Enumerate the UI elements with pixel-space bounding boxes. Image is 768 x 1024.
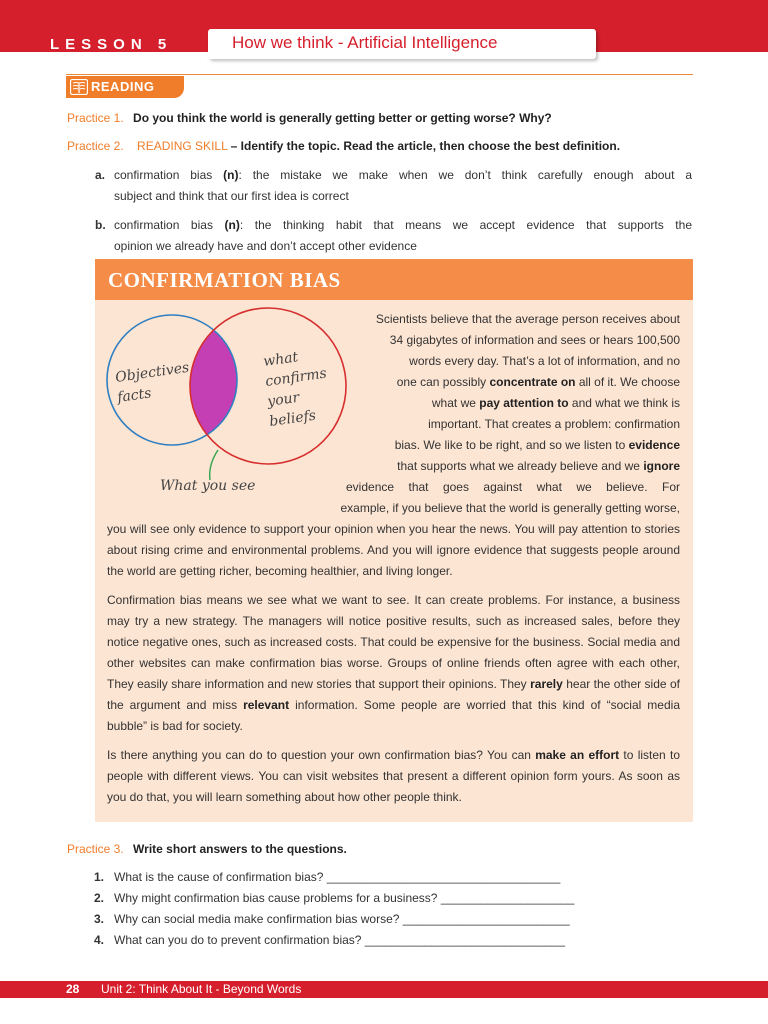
question-3[interactable] <box>94 912 570 926</box>
option-b-term: confirmation bias <box>114 218 225 232</box>
practice-2-prompt: – Identify the topic. Read the article, then choose the best definition. <box>230 139 621 153</box>
article-paragraph-2: Confirmation bias means we see what we want to see. It can create problems. For instance, a business may try a new strategy. The managers will notice positive results, such as increased sales, before they notice negative ones, such as increased costs. That could be expensive for the business. Social media and other websites can make confirmation bias worse. Groups of online friends often agree with each other, They easily share information and new stories that support their opinions. They rarely hear the other side of the argument and miss relevant information. Some people are worried that this kind of “social media bubble” is bad for society. <box>107 593 680 733</box>
article-paragraph-3: Is there anything you can do to question your own confirmation bias? You can make an effort to listen to people with different views. You can visit websites that present a different opinion form yours. As soon as you do that, you will learn something about how other people think. <box>107 748 680 804</box>
p1-line-9: evidence that goes against what we believe. For <box>346 480 680 494</box>
practice-3-prompt: Write short answers to the questions. <box>133 842 347 856</box>
p1-line-6: important. That creates a problem: confirmation <box>428 417 680 431</box>
option-a-line2: subject and think that our first idea is correct <box>114 189 349 203</box>
p1-line-5: what we pay attention to and what we think is <box>431 396 680 410</box>
section-rule <box>66 74 693 75</box>
book-icon <box>70 79 88 95</box>
p1-line-10: example, if you believe that the world is generally getting worse, <box>340 501 680 515</box>
question-2-text: Why might confirmation bias cause problems for a business? ____________________ <box>114 891 575 905</box>
p1-line-2: 34 gigabytes of information and sees or hears 100,500 <box>389 333 680 347</box>
question-2[interactable] <box>94 891 574 905</box>
reading-label: READING <box>91 79 155 94</box>
venn-right-label-1: what <box>262 349 300 370</box>
question-4[interactable] <box>94 933 565 947</box>
option-b-letter: b. <box>95 218 106 232</box>
option-b-pos: (n) <box>224 218 240 232</box>
lesson-title: How we think - Artificial Intelligence <box>232 33 498 52</box>
reading-badge <box>66 76 184 98</box>
practice-3 <box>67 842 347 856</box>
venn-bottom-label: What you see <box>160 478 256 494</box>
venn-left-label-1: Objectives <box>114 359 191 386</box>
p1-rest: you will see only evidence to support your opinion when you hear the news. You will pay attention to stories about rising crime and environmental problems. And you will ignore evidence that suggests people around the world are getting richer, becoming healthier, and living longer. <box>107 522 680 578</box>
venn-diagram <box>100 300 360 510</box>
option-a-text <box>114 165 692 207</box>
question-3-num: 3. <box>94 912 105 926</box>
p1-line-7: bias. We like to be right, and so we listen to evidence <box>394 438 680 452</box>
venn-right-label-2: confirms <box>264 365 328 390</box>
unit-title: Unit 2: Think About It - Beyond Words <box>101 982 302 996</box>
practice-1-label: Practice 1. <box>67 111 124 125</box>
venn-pointer <box>210 450 218 480</box>
question-1-num: 1. <box>94 870 105 884</box>
question-1-text: What is the cause of confirmation bias? ___________________________________ <box>114 870 561 884</box>
option-a-term: confirmation bias <box>114 168 224 182</box>
option-b-line2: opinion we already have and don’t accept other evidence <box>114 239 417 253</box>
option-b-line1: : the thinking habit that means we accept evidence that supports the <box>239 218 692 232</box>
lesson-label: LESSON 5 <box>50 36 173 53</box>
practice-1 <box>67 111 552 125</box>
question-4-text: What can you do to prevent confirmation bias? ______________________________ <box>114 933 566 947</box>
practice-2 <box>67 139 620 153</box>
option-a-pos: (n) <box>223 168 239 182</box>
option-a-letter: a. <box>95 168 106 182</box>
practice-2-label: Practice 2. <box>67 139 124 153</box>
article-title: CONFIRMATION BIAS <box>108 268 341 292</box>
page-number: 28 <box>66 982 80 996</box>
reading-skill-label: READING SKILL <box>137 139 228 153</box>
footer-bar <box>0 981 768 998</box>
practice-1-prompt: Do you think the world is generally getting better or getting worse? Why? <box>133 111 552 125</box>
question-3-text: Why can social media make confirmation bias worse? _________________________ <box>114 912 570 926</box>
p1-line-8: that supports what we already believe and we ignore <box>397 459 680 473</box>
p1-line-1: Scientists believe that the average person receives about <box>375 312 680 326</box>
question-2-num: 2. <box>94 891 105 905</box>
venn-right-label-4: beliefs <box>268 407 317 430</box>
p1-line-4: one can possibly concentrate on all of it. We choose <box>396 375 680 389</box>
venn-left-label-2: facts <box>116 385 153 406</box>
question-4-num: 4. <box>94 933 105 947</box>
option-b-text <box>114 215 692 257</box>
question-1[interactable] <box>94 870 560 884</box>
option-a-line1: : the mistake we make when we don’t think carefully enough about a <box>238 168 692 182</box>
venn-right-label-3: your <box>266 389 301 410</box>
p1-line-3: words every day. That’s a lot of information, and no <box>409 354 680 368</box>
practice-3-label: Practice 3. <box>67 842 124 856</box>
